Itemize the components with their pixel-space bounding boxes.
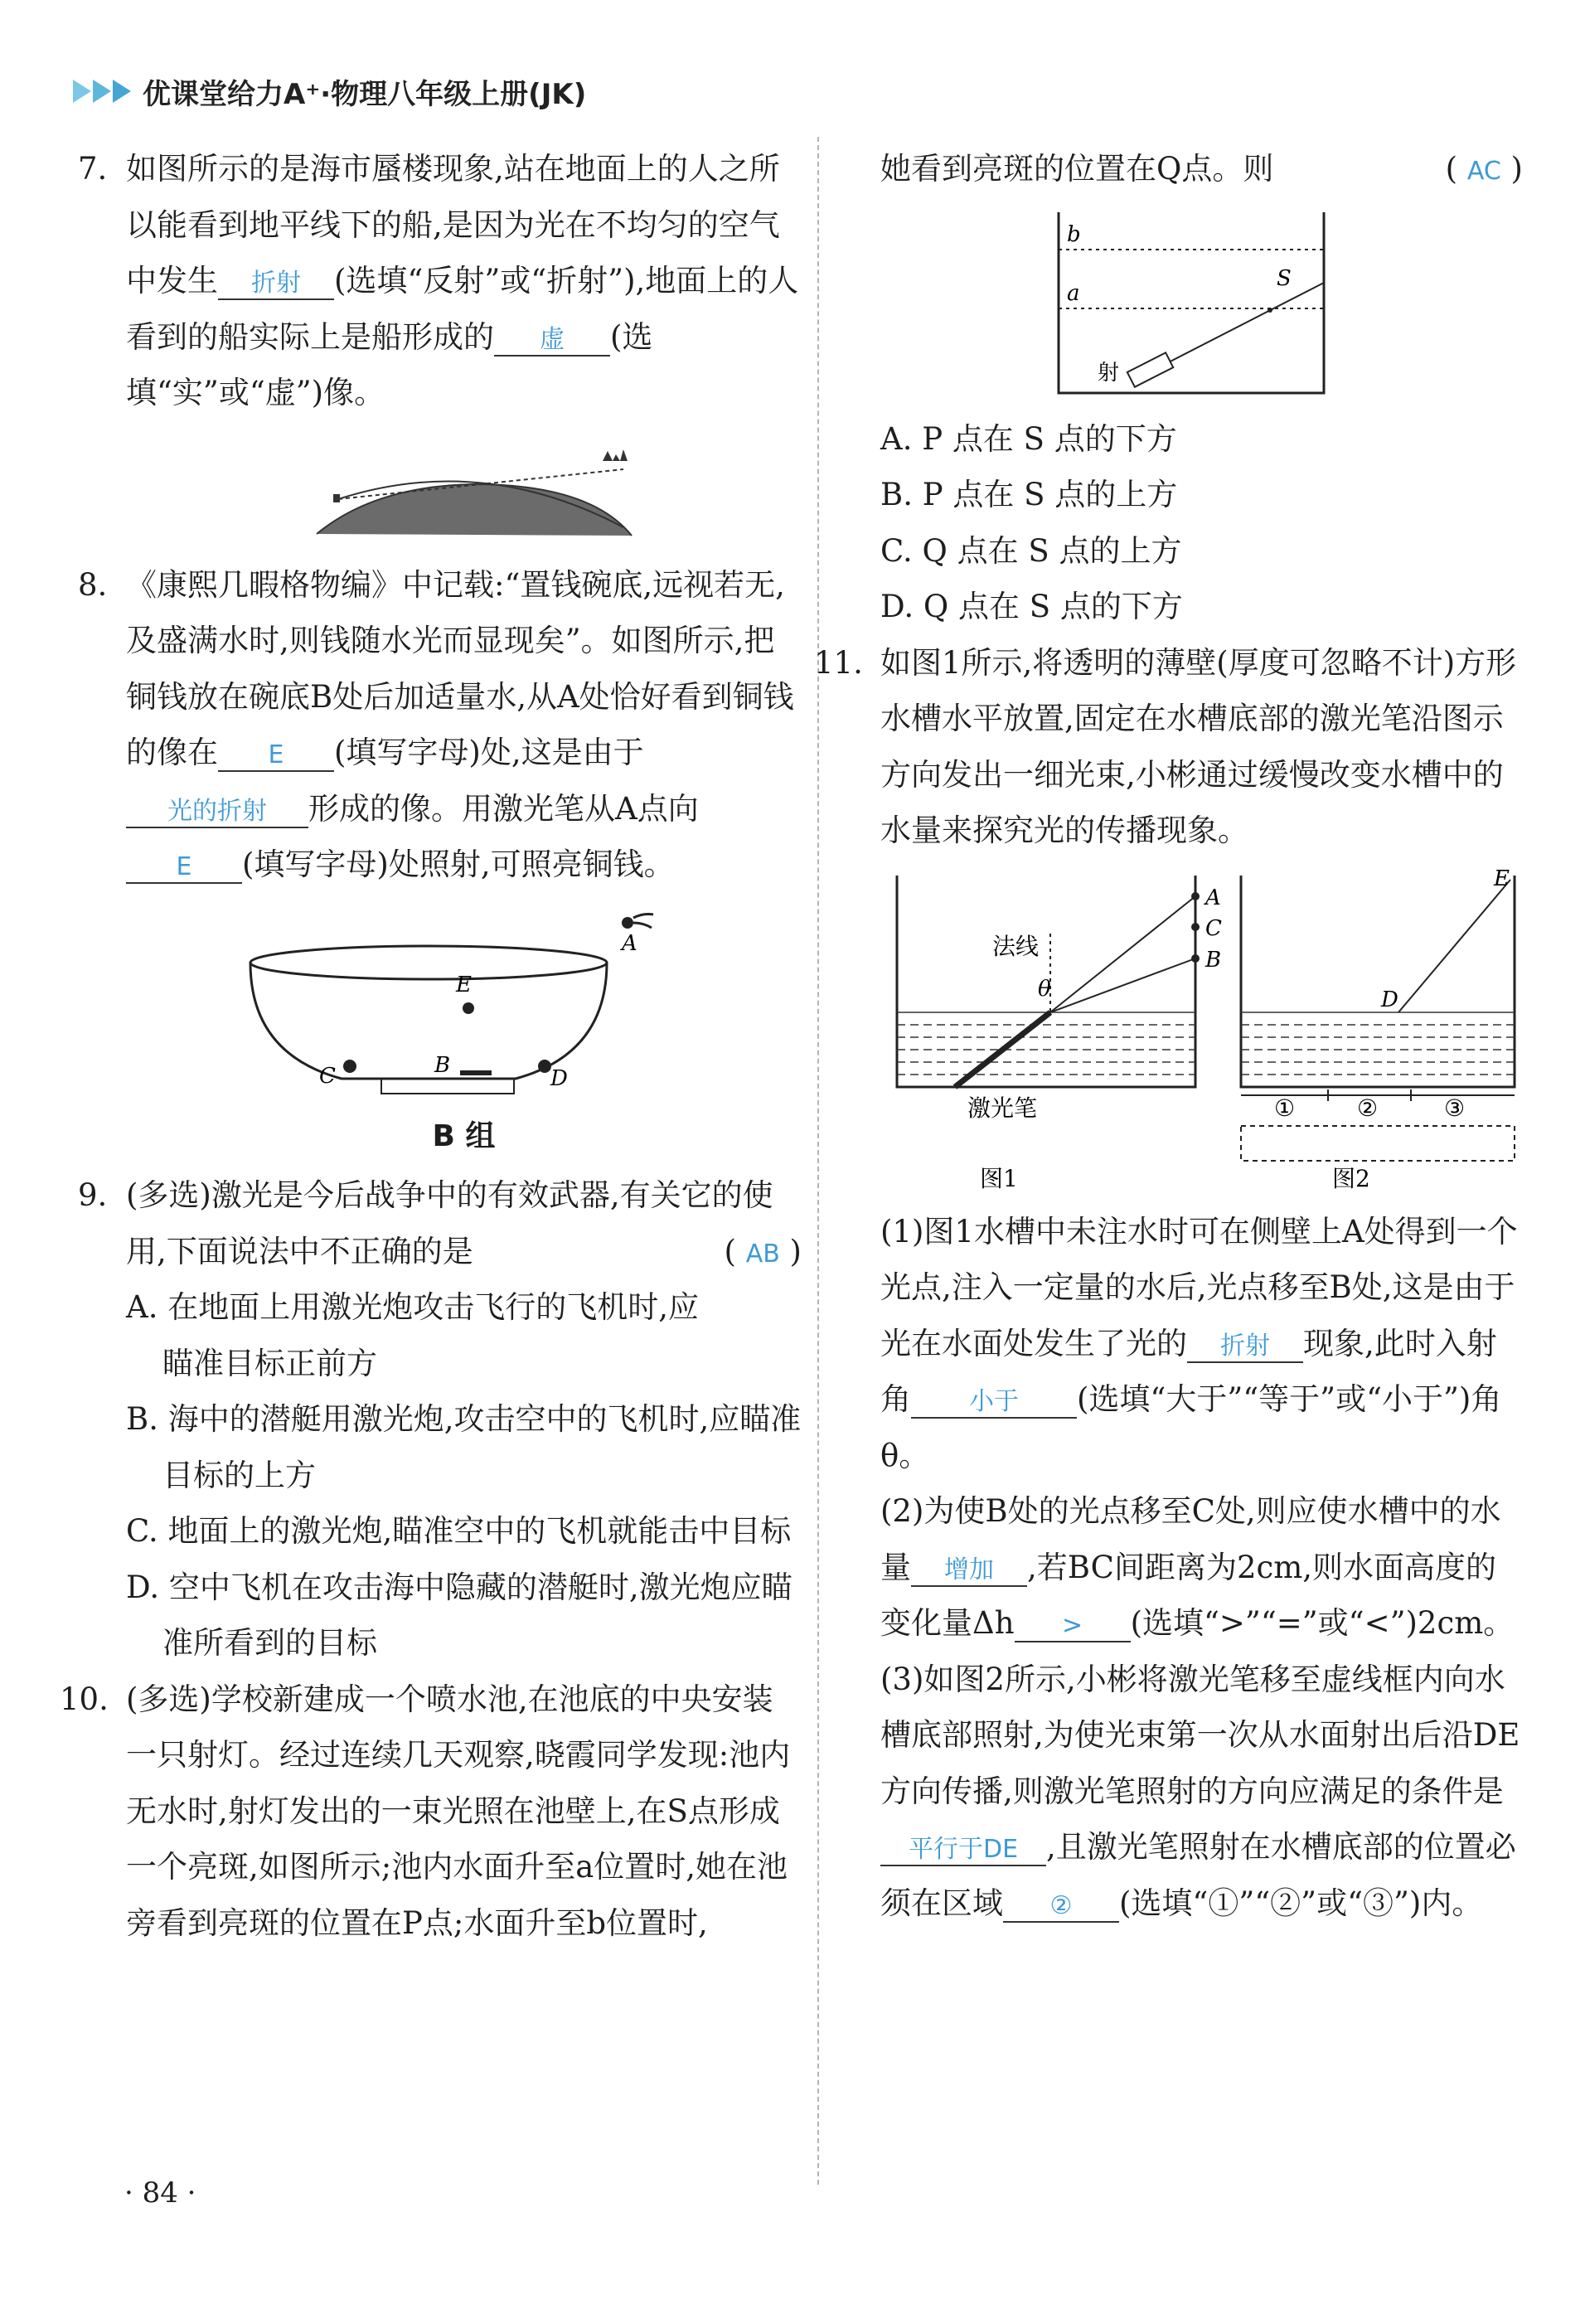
answer-blank: ② [1003,1891,1119,1923]
question-number: 8. [78,566,108,603]
option: D. 空中飞机在攻击海中隐藏的潜艇时,激光炮应瞄准所看到的目标 [126,1569,792,1661]
column-divider [817,137,819,2185]
header-arrows-icon [73,80,131,103]
question-11-part-1: (1)图1水槽中未注水时可在侧壁上A处得到一个光点,注入一定量的水后,光点移至B处,这是由于光在水面处发生了光的 折射 现象,此时入射角 小于 (选填“大于”“等于”或“小于”)角θ。 [880,1213,1518,1473]
pool-figure [880,204,1523,411]
answer-choice: AC [1466,157,1501,186]
region-3: ③ [1444,1094,1466,1122]
label-A: A [1205,885,1221,910]
fig2-caption: 图2 [1332,1164,1370,1192]
label-a: a [1067,280,1080,306]
page-number: · 84 · [124,2176,196,2210]
answer-blank: 光的折射 [126,797,308,828]
answer-blank: 平行于DE [880,1835,1046,1866]
answer-choice: AB [745,1239,780,1269]
label-E: E [456,972,472,997]
question-9: 9. (多选)激光是今后战争中的有效武器,有关它的使用,下面说法中不正确的是 ( AB ) [126,1167,802,1279]
label-S: S [1277,265,1292,291]
label-B: B [434,1052,451,1078]
option: A. 在地面上用激光炮攻击飞行的飞机时,应瞄准目标正前方 [126,1289,700,1381]
label-normal: 法线 [992,932,1040,960]
label-b: b [1067,221,1081,247]
answer-blank: E [218,740,334,772]
option: C. Q 点在 S 点的上方 [880,532,1182,569]
left-column [60,141,802,1951]
label-theta: θ [1038,976,1051,1002]
page-header [73,68,586,114]
fig1-caption: 图1 [980,1164,1018,1192]
label-pen: 激光笔 [967,1094,1038,1122]
label-B: B [1205,947,1222,973]
answer-blank: 折射 [218,269,334,300]
region-2: ② [1357,1094,1379,1122]
question-number: 11. [814,644,863,681]
label-C: C [1205,915,1222,941]
label-E: E [1494,866,1510,891]
region-1: ① [1274,1094,1296,1122]
bowl-figure [126,896,802,1104]
question-number: 10. [60,1681,109,1717]
label-D: D [1381,987,1398,1012]
option: B. 海中的潜艇用激光炮,攻击空中的飞机时,应瞄准目标的上方 [126,1401,802,1493]
question-11: 11. 如图1所示,将透明的薄壁(厚度可忽略不计)方形水槽水平放置,固定在水槽底部的激光笔沿图示方向发出一细光束,小彬通过缓慢改变水槽中的水量来探究光的传播现象。 [880,635,1523,859]
question-10: 10. (多选)学校新建成一个喷水池,在池底的中央安装一只射灯。经过连续几天观察,晓霞同学发现:池内无水时,射灯发出的一束光照在池壁上,在S点形成一个亮斑,如图所示;池内水面升至a位置时,她在池旁看到亮斑的位置在P点;水面升至b位置时, [126,1671,802,1952]
tank-figures [880,867,1523,1199]
laser-zone-box [1241,1126,1515,1161]
right-column [814,141,1523,1931]
mirage-figure [126,436,802,552]
question-10-continued: 她看到亮斑的位置在Q点。则 ( AC ) [880,151,1523,187]
question-number: 9. [78,1177,108,1213]
question-number: 7. [78,151,108,187]
option: B. P 点在 S 点的上方 [880,477,1178,512]
question-8: 8. 《康熙几暇格物编》中记载:“置钱碗底,远视若无,及盛满水时,则钱随水光而显现矣”。如图所示,把铜钱放在碗底B处后加适量水,从A处恰好看到铜钱的像在 E (填写字母)处,这是由于光的折射 形成的像。用激光笔从A点向E (填写字母)处照射,可照亮铜钱。 [126,557,802,893]
question-11-part-2: (2)为使B处的光点移至C处,则应使水槽中的水量 增加 ,若BC间距离为2cm,则水面高度的变化量Δh > (选填“>”“=”或“<”)2cm。 [880,1493,1515,1641]
question-11-part-3: (3)如图2所示,小彬将激光笔移至虚线框内向水槽底部照射,为使光束第一次从水面射出后沿DE方向传播,则激光笔照射的方向应满足的条件是平行于DE ,且激光笔照射在水槽底部的位置必须在区域 ② (选填“①”“②”或“③”)内。 [880,1661,1520,1921]
answer-blank: 增加 [911,1555,1027,1587]
label-lamp: 射 [1098,360,1120,386]
answer-blank: E [126,852,242,884]
header-title: 优课堂给力A⁺·物理八年级上册(JK) [143,77,587,111]
section-title: B 组 [432,1118,496,1153]
eye-icon [622,917,633,929]
answer-blank: > [1015,1611,1131,1642]
label-D: D [550,1065,568,1091]
option: D. Q 点在 S 点的下方 [880,589,1183,624]
answer-blank: 折射 [1187,1332,1303,1363]
option: C. 地面上的激光炮,瞄准空中的飞机就能击中目标 [126,1513,792,1549]
label-A: A [622,930,637,956]
label-C: C [319,1063,336,1089]
question-7: 7. 如图所示的是海市蜃楼现象,站在地面上的人之所以能看到地平线下的船,是因为光在不均匀的空气中发生 折射 (选填“反射”或“折射”),地面上的人看到的船实际上是船形成的 虚 (选填“实”或“虚”)像。 [126,141,802,421]
answer-blank: 小于 [911,1387,1077,1419]
option: A. P 点在 S 点的下方 [880,420,1177,457]
answer-blank: 虚 [494,325,610,357]
